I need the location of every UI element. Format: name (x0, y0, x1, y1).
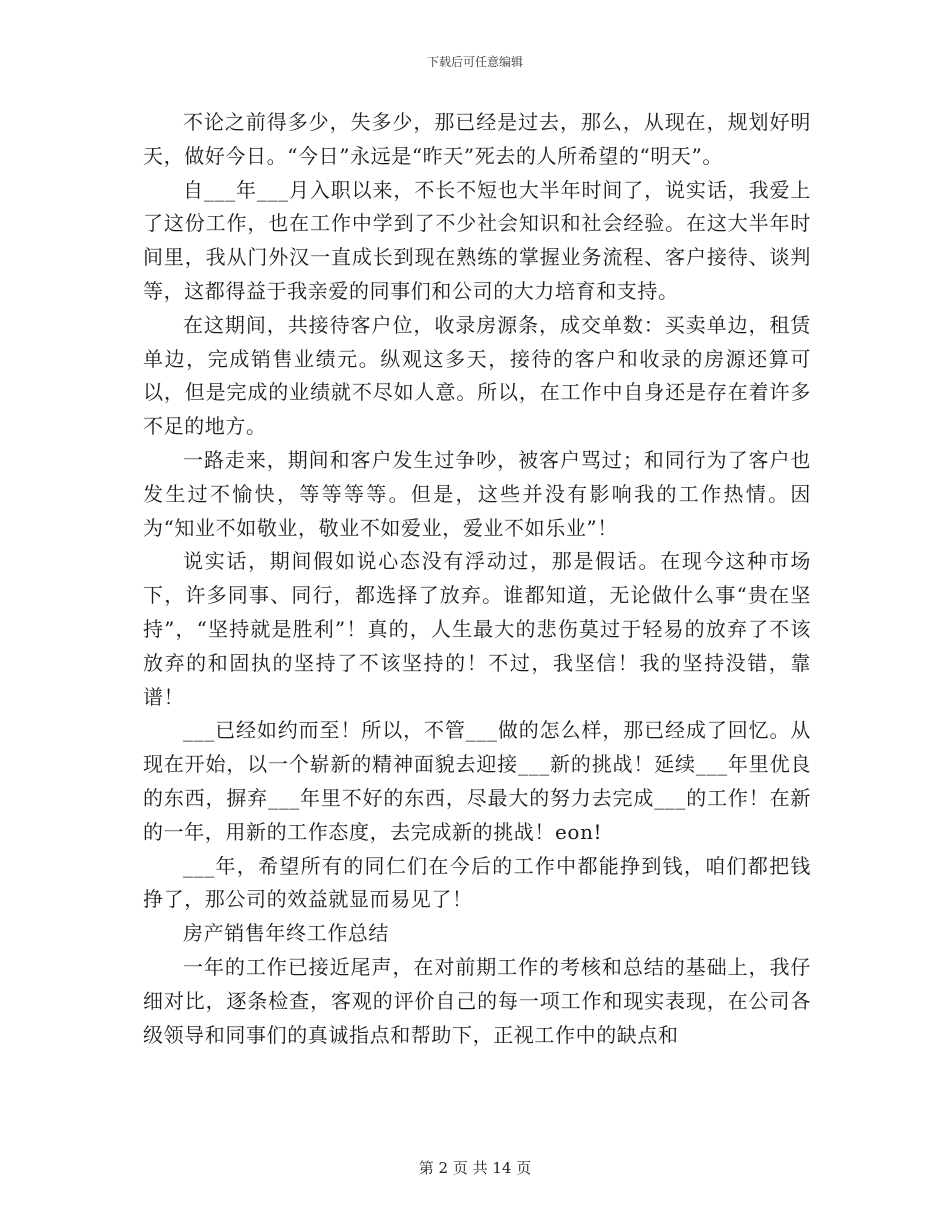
document-body (143, 106, 811, 1052)
paragraph: 一路走来，期间和客户发生过争吵，被客户骂过；和同行为了客户也发生过不愉快，等等等等。但是，这些并没有影响我的工作热情。因为“知业不如敬业，敬业不如爱业，爱业不如乐业”！ (143, 447, 811, 540)
page-number: 第 2 页 共 14 页 (418, 1159, 532, 1177)
paragraph: ___已经如约而至！所以，不管___做的怎么样，那已经成了回忆。从现在开始，以一个崭新的精神面貌去迎接___新的挑战！延续___年里优良的东西，摒弃___年里不好的东西，尽最大的努力去完成___的工作！在新的一年，用新的工作态度，去完成新的挑战！eon! (143, 718, 811, 844)
paragraph: 自___年___月入职以来，不长不短也大半年时间了，说实话，我爱上了这份工作，也在工作中学到了不少社会知识和社会经验。在这大半年时间里，我从门外汉一直成长到现在熟练的掌握业务流程、客户接待、谈判等，这都得益于我亲爱的同事们和公司的大力培育和支持。 (143, 177, 811, 303)
section-title: 房产销售年终工作总结 (183, 921, 389, 946)
paragraph: 一年的工作已接近尾声，在对前期工作的考核和总结的基础上，我仔细对比，逐条检查，客观的评价自己的每一项工作和现实表现，在公司各级领导和同事们的真诚指点和帮助下，正视工作中的缺点和 (143, 954, 811, 1047)
page-header: 下载后可任意编辑 (426, 55, 523, 69)
paragraph: ___年，希望所有的同仁们在今后的工作中都能挣到钱，咱们都把钱挣了，那公司的效益就显而易见了！ (143, 853, 811, 912)
paragraph: 在这期间，共接待客户位，收录房源条，成交单数：买卖单边，租赁单边，完成销售业绩元。纵观这多天，接待的客户和收录的房源还算可以，但是完成的业绩就不尽如人意。所以，在工作中自身还是存在着许多不足的地方。 (143, 312, 811, 439)
paragraph: 不论之前得多少，失多少，那已经是过去，那么，从现在，规划好明天，做好今日。“今日”永远是“昨天”死去的人所希望的“明天”。 (143, 110, 811, 168)
paragraph: 说实话，期间假如说心态没有浮动过，那是假话。在现今这种市场下，许多同事、同行，都选择了放弃。谁都知道，无论做什么事“贵在坚持”，“坚持就是胜利”！真的，人生最大的悲伤莫过于轻易的放弃了不该放弃的和固执的坚持了不该坚持的！不过，我坚信！我的坚持没错，靠谱！ (143, 549, 811, 709)
